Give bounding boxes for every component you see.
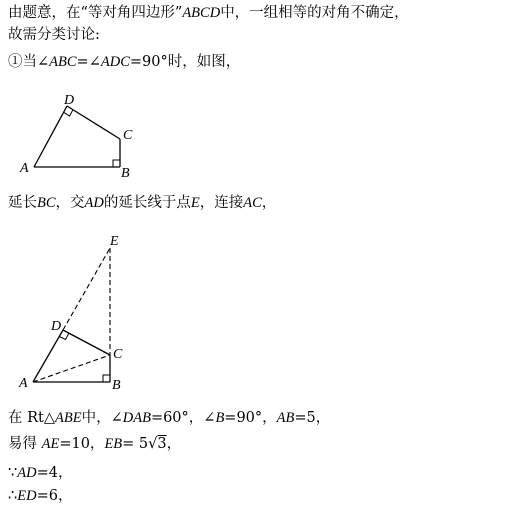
text-line-4: 延长BC，交AD的延长线于点E，连接AC， (8, 195, 277, 211)
text-line-6: 易得 AE=10，EB= 5√3， (8, 436, 182, 452)
fig1-label-c: C (123, 128, 133, 143)
text-line-8: ∴ED=6， (8, 488, 73, 504)
fig1-label-d: D (64, 93, 75, 108)
text-line-7: ∵AD=4， (8, 465, 73, 481)
radicand: 3 (157, 436, 167, 452)
fig2-label-c: C (113, 347, 123, 362)
fig2-label-a: A (19, 376, 28, 391)
quadrilateral-abcd-2 (33, 330, 110, 382)
fig2-label-e: E (110, 234, 119, 249)
text-line-3: ①当∠ABC=∠ADC=90°时，如图， (8, 54, 241, 70)
fig1-label-a: A (20, 161, 29, 176)
fig2-label-d: D (51, 319, 62, 334)
sqrt-sign: √ (148, 436, 158, 452)
text-line-5: 在 Rt△ABE中，∠DAB=60°，∠B=90°，AB=5， (8, 410, 331, 426)
abcd-label: ABCD (182, 5, 221, 21)
text-line-2: 故需分类讨论: (8, 27, 100, 43)
fig1-label-b: B (121, 166, 130, 181)
fig2-label-b: B (112, 378, 121, 393)
text-line-1: 由题意，在“等对角四边形”ABCD中，一组相等的对角不确定， (8, 5, 409, 21)
